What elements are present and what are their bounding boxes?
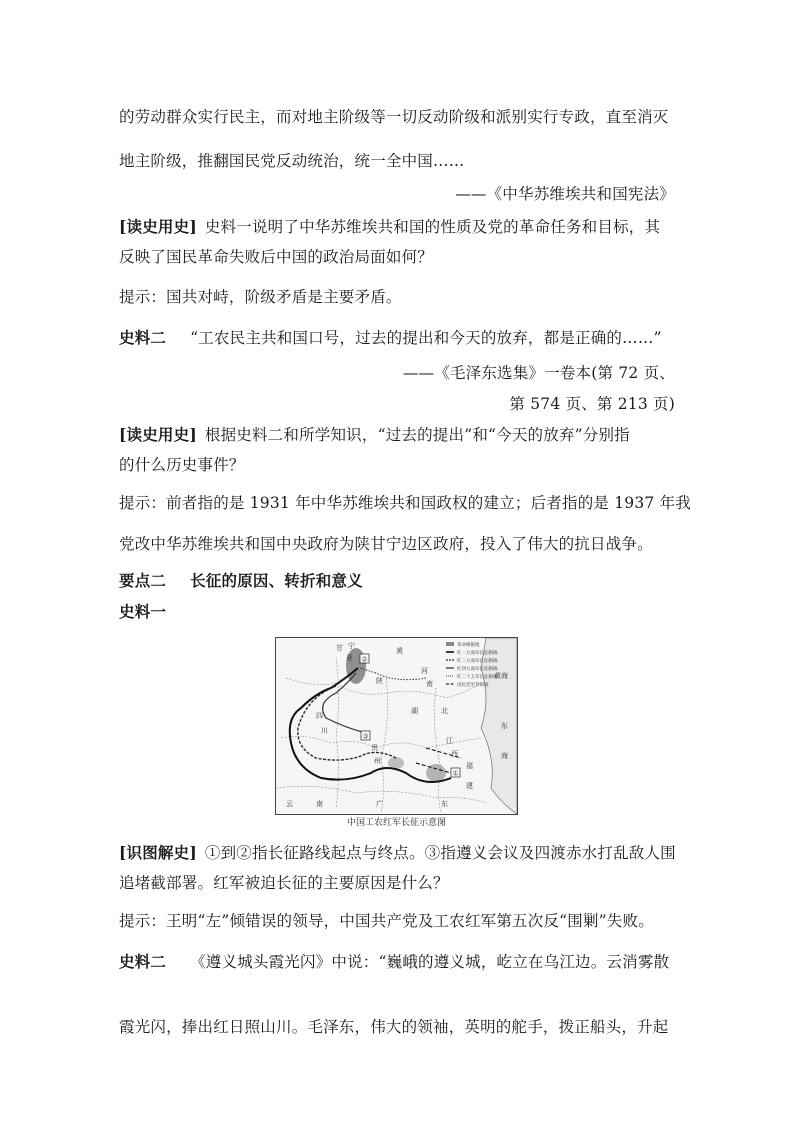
- question-line: 的什么历史事件？: [119, 456, 245, 474]
- map-label: 南: [426, 680, 433, 688]
- map-label: 黄海: [494, 672, 508, 680]
- citation: 第 574 页、第 213 页): [509, 395, 675, 413]
- question-tag: [读史用史]: [119, 425, 197, 444]
- map-label: 河: [421, 667, 428, 675]
- marker-end: ②: [361, 655, 368, 664]
- section-tag: 要点二: [119, 571, 167, 590]
- map-label: 黄: [396, 647, 403, 655]
- map-label: 湖: [411, 707, 418, 715]
- map-label: 南: [316, 800, 323, 808]
- source-tag: 史料二: [119, 328, 167, 347]
- map-label: 川: [321, 727, 328, 735]
- map-label: 广: [376, 800, 383, 808]
- map-label: 宁: [348, 642, 355, 650]
- map-label: 东: [441, 800, 448, 808]
- question-tag: [读史用史]: [119, 217, 197, 236]
- question-line: 追堵截部署。红军被迫长征的主要原因是什么？: [119, 874, 449, 892]
- question-text: 根据史料二和所学知识，“过去的提出”和“今天的放弃”分别指: [204, 426, 630, 444]
- map-label: 建: [466, 782, 473, 790]
- question-line: 反映了国民革命失败后中国的政治局面如何？: [119, 248, 434, 266]
- paragraph-line: 的劳动群众实行民主，而对地主阶级等一切反动阶级和派别实行专政，直至消灭: [119, 108, 669, 126]
- map-label: 西: [451, 750, 458, 758]
- map-label: 云: [286, 800, 293, 808]
- question-line: [119, 216, 675, 238]
- source-line: [119, 951, 675, 973]
- marker-start: ①: [452, 769, 459, 778]
- legend-item: 红四方面军长征路线: [457, 667, 498, 672]
- legend-item: 革命根据地: [457, 643, 480, 648]
- legend-item: 红一方面军长征路线: [457, 651, 498, 656]
- citation: ——《中华苏维埃共和国宪法》: [455, 185, 675, 203]
- map-label: 夏: [346, 654, 353, 662]
- source-tag: 史料一: [119, 602, 167, 621]
- hint-line: 提示：国共对峙，阶级矛盾是主要矛盾。: [119, 288, 402, 306]
- source-line: [119, 327, 675, 349]
- hint-line: 提示：王明“左”倾错误的领导，中国共产党及工农红军第五次反“围剿”失败。: [119, 912, 654, 930]
- map-label: 北: [441, 707, 448, 715]
- citation: ——《毛泽东选集》一卷本(第 72 页、: [402, 364, 675, 382]
- section-heading: [119, 570, 675, 592]
- question-text: 史料一说明了中华苏维埃共和国的性质及党的革命任务和目标，其: [204, 218, 661, 236]
- map-label: 陕: [376, 677, 383, 685]
- legend-item: 国民党军封锁线: [457, 683, 489, 688]
- map-label: 江: [446, 737, 453, 745]
- map-label: 东: [501, 722, 508, 730]
- map-label: 四: [316, 712, 323, 720]
- source-line: 霞光闪，捧出红日照山川。毛泽东，伟大的领袖，英明的舵手，拨正船头，升起: [119, 1018, 669, 1036]
- hint-line: 党改中华苏维埃共和国中央政府为陕甘宁边区政府，投入了伟大的抗日战争。: [119, 535, 653, 553]
- map-label: 州: [374, 757, 381, 765]
- map-caption: 中国工农红军长征示意图: [346, 818, 446, 828]
- question-text: ①到②指长征路线起点与终点。③指遵义会议及四渡赤水打乱敌人围: [204, 844, 676, 862]
- hint-line: 提示：前者指的是 1931 年中华苏维埃共和国政权的建立；后者指的是 1937 年我: [119, 494, 692, 512]
- long-march-map: [275, 637, 518, 815]
- question-tag: [识图解史]: [119, 843, 197, 862]
- legend-item: 红二十五军长征路线: [457, 675, 498, 680]
- source-text: 《遵义城头霞光闪》中说：“巍峨的遵义城，屹立在乌江边。云消雾散: [190, 953, 670, 971]
- marker-zunyi: ③: [362, 732, 369, 741]
- map-label: 贵: [371, 744, 378, 752]
- section-title: 长征的原因、转折和意义: [190, 571, 363, 590]
- legend-item: 红二方面军长征路线: [457, 659, 498, 664]
- map-label: 甘: [336, 644, 343, 652]
- question-line: [119, 842, 675, 864]
- source-tag: 史料二: [119, 952, 167, 971]
- map-svg: [276, 638, 517, 814]
- map-label: 福: [466, 762, 473, 770]
- question-line: [119, 424, 675, 446]
- source-text: “工农民主共和国口号，过去的提出和今天的放弃，都是正确的……”: [190, 329, 662, 347]
- map-label: 海: [501, 752, 508, 760]
- paragraph-line: 地主阶级，推翻国民党反动统治，统一全中国……: [119, 152, 465, 170]
